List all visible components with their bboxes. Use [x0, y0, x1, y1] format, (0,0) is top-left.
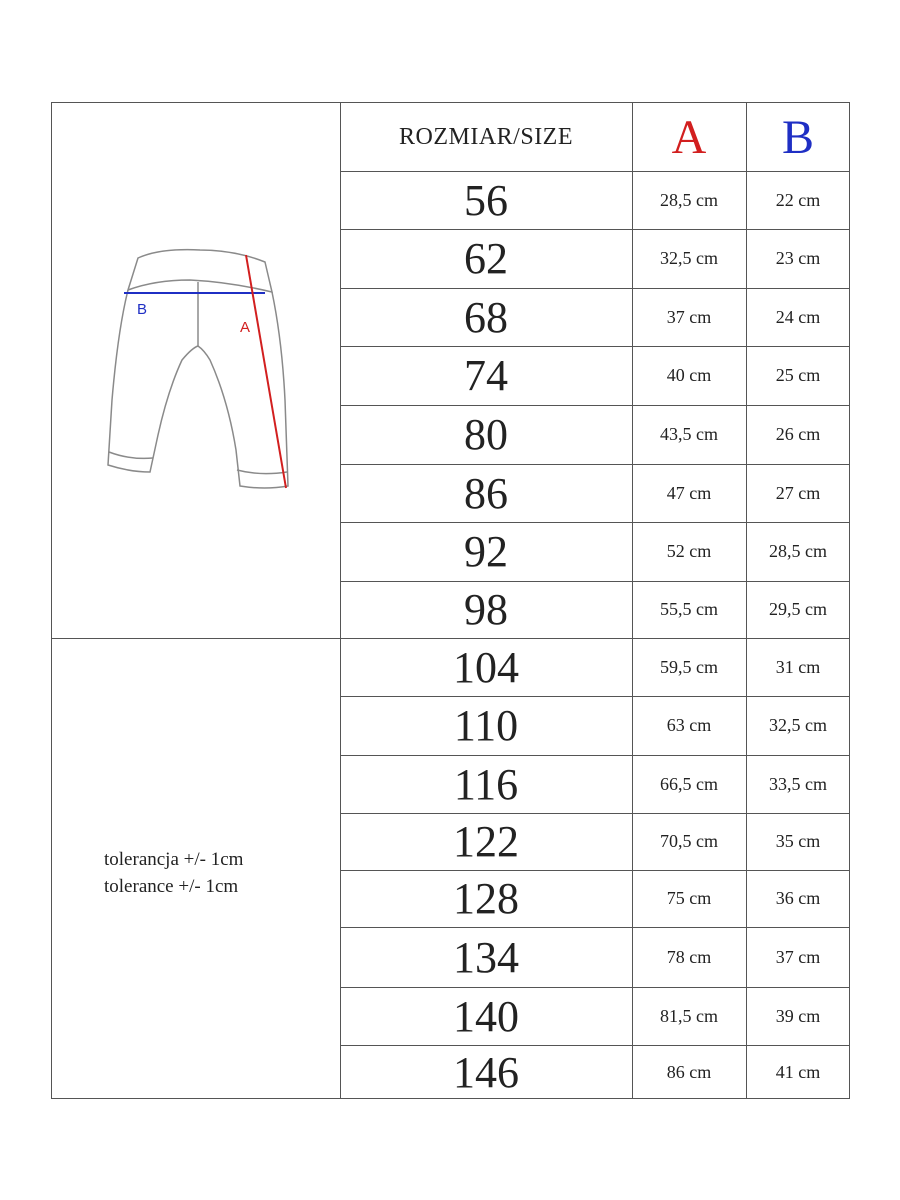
size-value: 56 [464, 175, 508, 225]
measure-b-value: 31 cm [775, 656, 821, 677]
measure-a-value: 78 cm [666, 946, 712, 967]
measure-a-value: 66,5 cm [660, 773, 718, 794]
size-value: 86 [464, 468, 508, 518]
header-col-b: B [781, 110, 814, 164]
measure-b-value: 33,5 cm [769, 773, 827, 794]
diagram-label-a: A [240, 319, 251, 336]
measure-b-value: 36 cm [775, 888, 821, 908]
measure-a-value: 59,5 cm [660, 656, 718, 677]
measure-b-value: 27 cm [775, 482, 821, 503]
diagram-label-b: B [137, 301, 148, 318]
measure-b-value: 24 cm [775, 306, 821, 327]
measure-a-value: 28,5 cm [660, 189, 718, 210]
measure-a-value: 70,5 cm [660, 831, 718, 851]
size-value: 110 [453, 701, 519, 750]
size-value: 146 [453, 1047, 519, 1097]
measure-a-value: 52 cm [666, 541, 712, 561]
measure-b-value: 37 cm [775, 946, 821, 967]
tolerance-line-en: tolerance +/- 1cm [104, 876, 239, 897]
measure-a-value: 63 cm [666, 715, 712, 735]
row-divider [51, 638, 340, 639]
measure-b-value: 32,5 cm [769, 715, 827, 735]
size-value: 98 [464, 585, 508, 634]
measure-b-value: 35 cm [775, 831, 821, 851]
header-col-a: A [671, 110, 707, 164]
measure-b-value: 41 cm [775, 1061, 821, 1082]
measure-a-value: 40 cm [666, 365, 712, 385]
measure-a-value: 37 cm [666, 306, 712, 327]
tolerance-line-pl: tolerancja +/- 1cm [104, 849, 244, 870]
measure-a-value: 75 cm [666, 888, 712, 908]
measure-b-value: 23 cm [775, 248, 821, 268]
size-value: 74 [464, 351, 508, 400]
measure-a-value: 86 cm [666, 1061, 712, 1082]
size-value: 128 [453, 874, 519, 923]
size-value: 68 [464, 292, 508, 342]
measure-a-value: 43,5 cm [660, 424, 718, 444]
header-size-label: ROZMIAR/SIZE [399, 123, 573, 150]
size-value: 80 [464, 410, 508, 459]
pants-diagram [100, 240, 300, 500]
measure-a-value: 47 cm [666, 482, 712, 503]
size-value: 116 [453, 759, 519, 809]
size-value: 92 [464, 527, 508, 576]
measure-b-value: 39 cm [775, 1005, 821, 1026]
measure-b-value: 25 cm [775, 365, 821, 385]
pants-outline [108, 250, 288, 488]
measure-b-value: 22 cm [775, 189, 821, 210]
tolerance-note [104, 846, 243, 900]
size-value: 104 [453, 642, 519, 692]
size-value: 140 [453, 991, 519, 1041]
measure-b-value: 28,5 cm [769, 541, 827, 561]
size-value: 134 [453, 932, 519, 982]
measure-b-value: 29,5 cm [769, 599, 827, 619]
measure-a-value: 32,5 cm [660, 248, 718, 268]
size-value: 122 [453, 817, 519, 866]
size-value: 62 [464, 234, 508, 283]
measure-a-value: 81,5 cm [660, 1005, 718, 1026]
measure-b-value: 26 cm [775, 424, 821, 444]
measure-a-value: 55,5 cm [660, 599, 718, 619]
